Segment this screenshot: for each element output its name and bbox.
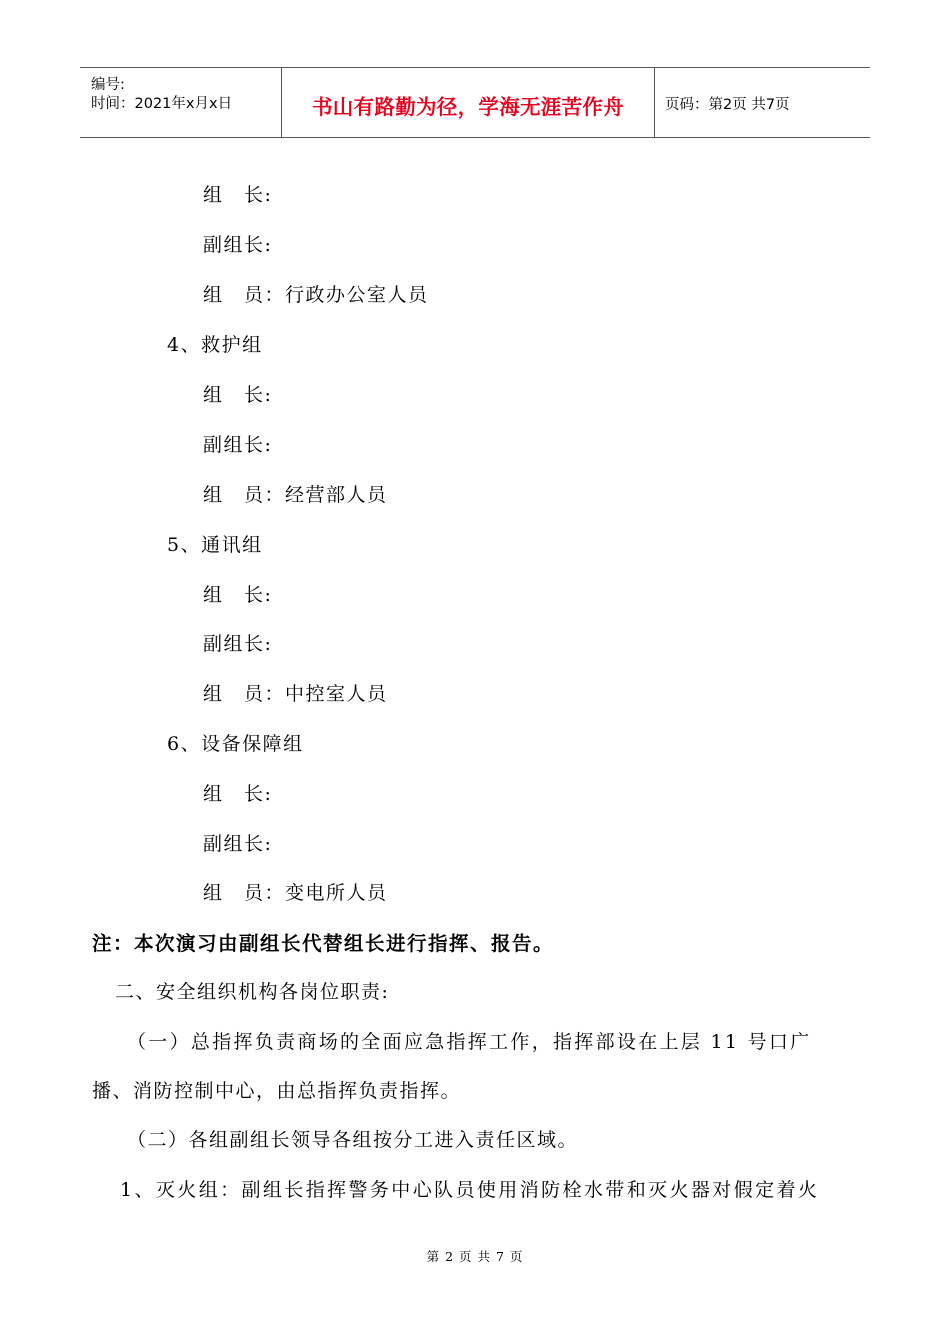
- leader-line: 组 长:: [203, 584, 273, 606]
- paragraph-line: （二）各组副组长领导各组按分工进入责任区域。: [127, 1129, 579, 1151]
- deputy-leader-line: 副组长:: [203, 434, 273, 456]
- leader-line: 组 长:: [203, 184, 273, 206]
- paragraph-line: 1、灭火组：副组长指挥警务中心队员使用消防栓水带和灭火器对假定着火: [120, 1179, 820, 1201]
- page-header: [80, 67, 870, 138]
- paragraph-line: （一）总指挥负责商场的全面应急指挥工作，指挥部设在上层 11 号口广: [127, 1031, 812, 1053]
- member-line: 组 员：中控室人员: [203, 683, 388, 705]
- section-heading: 二、安全组织机构各岗位职责:: [115, 981, 390, 1003]
- member-line: 组 员：行政办公室人员: [203, 284, 429, 306]
- page-footer: 第 2 页 共 7 页: [426, 1249, 524, 1264]
- member-line: 组 员：变电所人员: [203, 882, 388, 904]
- note-line: 注：本次演习由副组长代替组长进行指挥、报告。: [92, 932, 555, 955]
- header-motto-cell: [281, 68, 655, 137]
- deputy-leader-line: 副组长:: [203, 833, 273, 855]
- header-meta-cell: [80, 68, 281, 137]
- member-line: 组 员：经营部人员: [203, 484, 388, 506]
- page-info: 页码：第2页 共7页: [665, 97, 790, 113]
- paragraph-line: 播、消防控制中心，由总指挥负责指挥。: [92, 1080, 462, 1102]
- group-heading: 4、救护组: [167, 334, 263, 356]
- deputy-leader-line: 副组长:: [203, 633, 273, 655]
- time-label: 时间：2021年x月x日: [91, 96, 233, 112]
- header-page-cell: [654, 68, 870, 137]
- group-heading: 5、通讯组: [167, 534, 263, 556]
- deputy-leader-line: 副组长:: [203, 234, 273, 256]
- group-heading: 6、设备保障组: [167, 733, 304, 755]
- motto-text: 书山有路勤为径，学海无涯苦作舟: [312, 95, 624, 119]
- number-label: 编号:: [91, 77, 125, 93]
- leader-line: 组 长:: [203, 783, 273, 805]
- leader-line: 组 长:: [203, 384, 273, 406]
